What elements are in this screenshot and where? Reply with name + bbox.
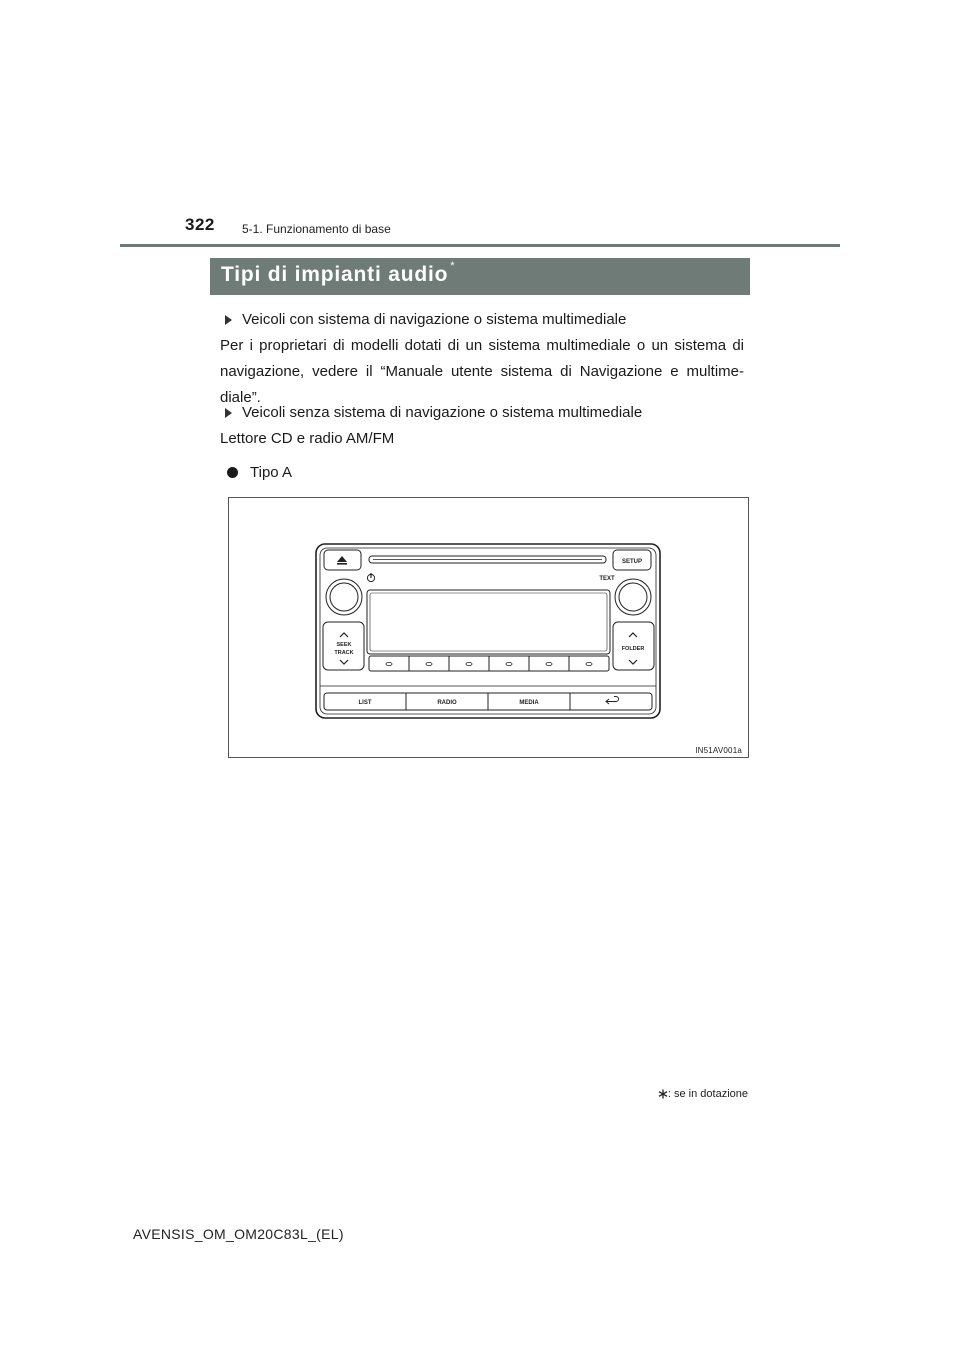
audio-panel-illustration (229, 498, 748, 757)
folder-label: FOLDER (621, 646, 645, 652)
tune-scroll-knob (619, 583, 647, 611)
bullet-label: Tipo A (250, 464, 292, 481)
title-asterisk: * (450, 260, 456, 272)
bullet-item (225, 460, 292, 486)
page-title (210, 258, 750, 295)
setup-label: SETUP (621, 559, 643, 565)
triangle-bullet-icon (225, 315, 232, 325)
list-item-label: Veicoli con sistema di navigazione o sistema multimediale (242, 311, 627, 328)
footer-code: AVENSIS_OM_OM20C83L_(EL) (133, 1226, 344, 1242)
audio-unit-figure (228, 497, 749, 758)
page-number: 322 (185, 215, 215, 234)
setup-button (613, 550, 651, 570)
seek-track-button (323, 622, 364, 670)
list-label: LIST (358, 700, 372, 706)
paragraph: Per i proprietari di modelli dotati di un sistema multimediale o un sistema di navigazione, vedere il “Manuale utente sistema di Navigazione e multime-diale”. (220, 337, 744, 406)
title-text: Tipi di impianti audio (221, 263, 449, 286)
footnote-text: : se in dotazione (667, 1088, 748, 1100)
footnote (658, 1088, 748, 1100)
preset-buttons (369, 656, 609, 671)
triangle-bullet-icon (225, 408, 232, 418)
paragraph: Lettore CD e radio AM/FM (220, 430, 395, 447)
list-item (210, 400, 642, 426)
list-item (210, 307, 626, 333)
figure-code: IN51AV001a (695, 746, 742, 755)
seek-label: SEEK (336, 642, 352, 648)
folder-button (613, 622, 654, 670)
text-label: TEXT (599, 576, 615, 582)
radio-label: RADIO (437, 700, 457, 706)
list-item-label: Veicoli senza sistema di navigazione o sistema multimediale (242, 404, 643, 421)
power-volume-knob (330, 583, 358, 611)
media-label: MEDIA (519, 700, 539, 706)
header-rule (120, 244, 840, 247)
eject-button (324, 550, 361, 570)
bottom-buttons (324, 693, 652, 710)
circle-bullet-icon (227, 467, 238, 478)
track-label: TRACK (334, 650, 354, 656)
asterisk-icon (658, 1089, 668, 1099)
section-title: 5-1. Funzionamento di base (242, 222, 391, 236)
display-screen (367, 590, 610, 654)
